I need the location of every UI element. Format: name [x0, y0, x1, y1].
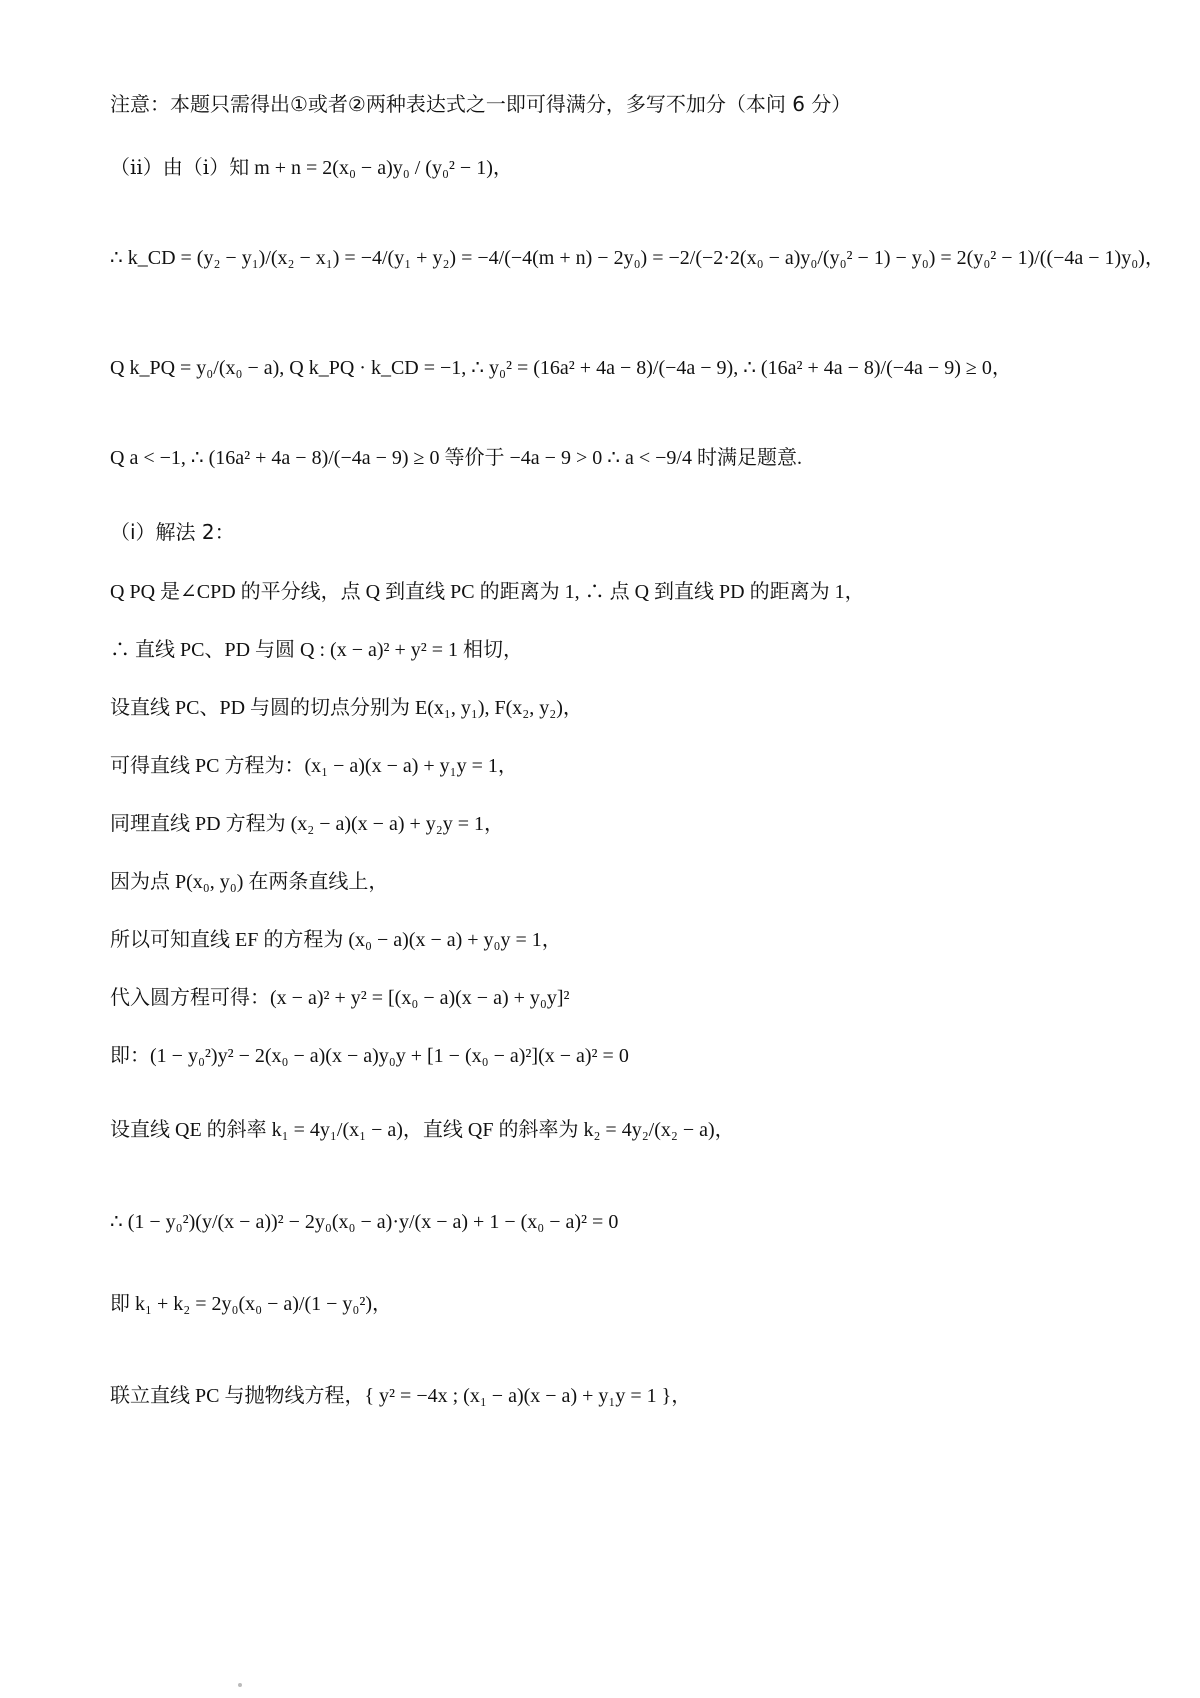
system-pc-parabola: 联立直线 PC 与抛物线方程，{ y² = −4x ; (x₁ − a)(x − a) + y₁y = 1 }，: [110, 1385, 692, 1407]
point-p-on-lines: 因为点 P(x₀, y₀) 在两条直线上，: [110, 871, 389, 893]
part-ii-m-plus-n: （ⅱ）由（ⅰ）知 m + n = 2(x₀ − a)y₀ / (y₀² − 1)，: [110, 157, 513, 179]
expanded-equation: 即：(1 − y₀²)y² − 2(x₀ − a)(x − a)y₀y + [1 − (x₀ − a)²](x − a)² = 0: [110, 1045, 629, 1067]
conclusion-a-range: Q a < −1, ∴ (16a² + 4a − 8)/(−4a − 9) ≥ 0 等价于 −4a − 9 > 0 ∴ a < −9/4 时满足题意.: [110, 447, 802, 469]
line-pd-equation: 同理直线 PD 方程为 (x₂ − a)(x − a) + y₂y = 1，: [110, 813, 505, 835]
tangent-points: 设直线 PC、PD 与圆的切点分别为 E(x₁, y₁), F(x₂, y₂)，: [110, 697, 583, 719]
line-ef-equation: 所以可知直线 EF 的方程为 (x₀ − a)(x − a) + y₀y = 1，: [110, 929, 562, 951]
substitute-circle: 代入圆方程可得：(x − a)² + y² = [(x₀ − a)(x − a) + y₀y]²: [110, 987, 570, 1009]
sum-of-slopes: 即 k₁ + k₂ = 2y₀(x₀ − a)/(1 − y₀²)，: [110, 1293, 393, 1315]
line-pc-equation: 可得直线 PC 方程为：(x₁ − a)(x − a) + y₁y = 1，: [110, 755, 518, 777]
perpendicular-condition: Q k_PQ = y₀/(x₀ − a), Q k_PQ · k_CD = −1, ∴ y₀² = (16a² + 4a − 8)/(−4a − 9), ∴ (16a² + 4a − 8)/(−4a − 9) ≥ 0，: [110, 357, 1012, 379]
bisector-distance: Q PQ 是∠CPD 的平分线，点 Q 到直线 PC 的距离为 1, ∴ 点 Q 到直线 PD 的距离为 1，: [110, 581, 865, 603]
slopes-k1-k2: 设直线 QE 的斜率 k₁ = 4y₁/(x₁ − a)，直线 QF 的斜率为 k₂ = 4y₂/(x₂ − a)，: [110, 1119, 735, 1141]
note-line: 注意：本题只需得出①或者②两种表达式之一即可得满分，多写不加分（本问 6 分）: [110, 92, 852, 116]
quadratic-in-slope: ∴ (1 − y₀²)(y/(x − a))² − 2y₀(x₀ − a)·y/(x − a) + 1 − (x₀ − a)² = 0: [110, 1211, 619, 1233]
footer-dot: [238, 1683, 242, 1687]
slope-kcd-derivation: ∴ k_CD = (y₂ − y₁)/(x₂ − x₁) = −4/(y₁ + y₂) = −4/(−4(m + n) − 2y₀) = −2/(−2·2(x₀ − a)y₀/(y₀² − 1) − y₀) = 2(y₀² − 1)/((−4a − 1)y₀)，: [110, 247, 1165, 269]
method-2-heading: （ⅰ）解法 2：: [110, 520, 235, 544]
tangent-circle: ∴ 直线 PC、PD 与圆 Q : (x − a)² + y² = 1 相切，: [110, 639, 524, 661]
